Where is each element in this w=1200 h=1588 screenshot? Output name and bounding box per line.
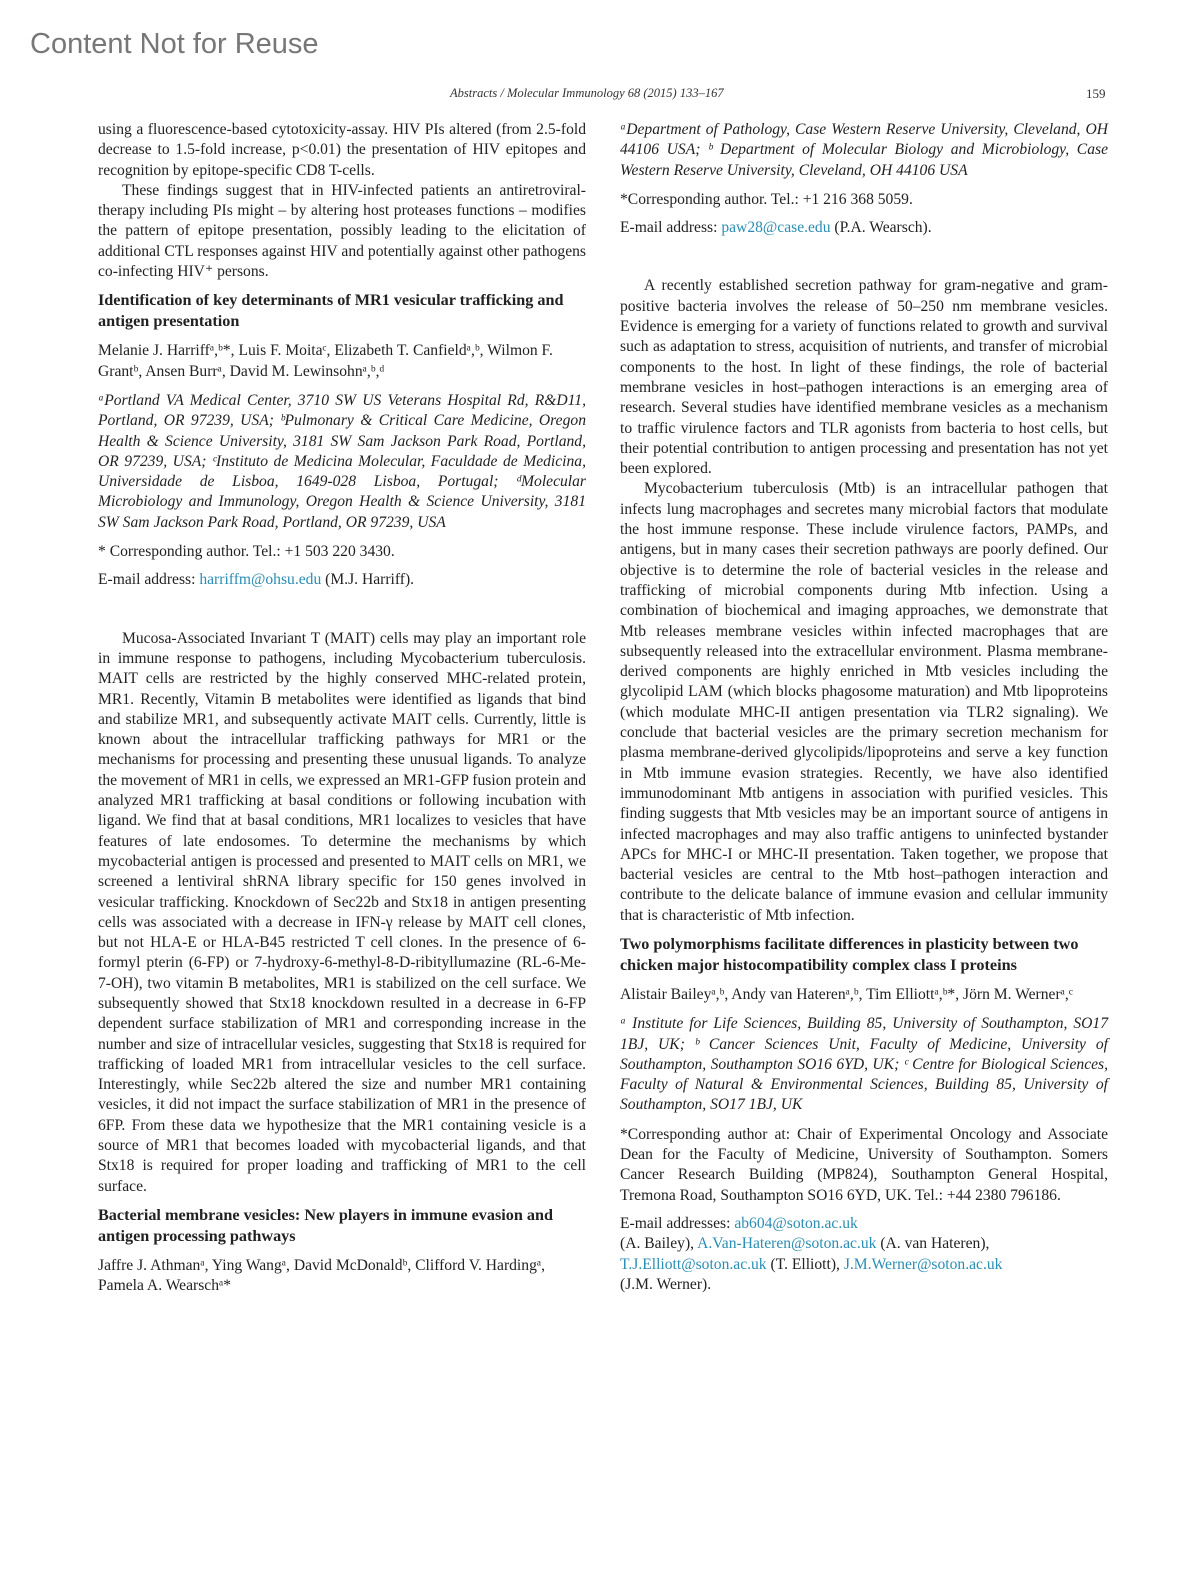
section-gap [620, 246, 1108, 276]
email-link-harriff[interactable]: harriffm@ohsu.edu [199, 571, 322, 589]
paragraph-vesicles-intro: A recently established secretion pathway for gram-negative and gram-positive bacteria involves the release of 50–250 nm membrane vesicles. Evidence is emerging for a variety of functions related to growth and survival such as adaptation to stress, acquisition of nutrients, and transfer of microbial components to the host. In light of these findings, the role of bacterial membrane vesicles in host–pathogen interactions is an emerging area of research. Several studies have identified membrane vesicles as a mechanism to traffic virulence factors and TLR agonists from bacteria to host cells, but their potential contribution to antigen processing and presentation has not yet been explored. [620, 277, 1108, 478]
authors-polymorphisms: Alistair Baileyᵃ,ᵇ, Andy van Haterenᵃ,ᵇ, Tim Elliottᵃ,ᵇ*, Jörn M. Wernerᵃ,ᶜ [620, 985, 1073, 1003]
corresponding-author-mr1: * Corresponding author. Tel.: +1 503 220 3430. [98, 543, 395, 561]
email-label: E-mail addresses: [620, 1214, 735, 1232]
paragraph-mtb-vesicles: Mycobacterium tuberculosis (Mtb) is an intracellular pathogen that infects lung macrophages and secretes many microbial factors that modulate the host immune response. These include virulence factors, PAMPs, and antigens, but in many cases their secretion pathways are poorly defined. Our objective is to determine the role of bacterial vesicles in the release and trafficking of microbial components during Mtb infection. Using a combination of biochemical and imaging approaches, we demonstrate that Mtb releases membrane vesicles within infected macrophages that are subsequently released into the extracellular environment. Plasma membrane-derived components are highly enriched in Mtb vesicles including the glycolipid LAM (which blocks phagosome maturation) and Mtb lipoproteins (which modulate MHC-II antigen presentation via TLR2 signaling). We conclude that bacterial vesicles are the primary secretion mechanism for plasma membrane-derived glycolipids/lipoproteins and serve a key function in Mtb immune evasion strategies. Recently, we have also identified immunodominant Mtb antigens in association with purified vesicles. This finding suggests that Mtb vesicles may be an important source of antigens in infected macrophages and may also traffic antigens to uninfected bystander APCs for MHC-I or MHC-II presentation. Taken together, we propose that bacterial vesicles are central to the Mtb host–pathogen interaction and contribute to the delicate balance of immune evasion and cellular immunity that is characteristic of Mtb infection. [620, 480, 1108, 924]
authors-mr1: Melanie J. Harriffᵃ,ᵇ*, Luis F. Moitaᶜ, Elizabeth T. Canfieldᵃ,ᵇ, Wilmon F. Grantᵇ, Ansen Burrᵃ, David M. Lewinsohnᵃ,ᵇ,ᵈ [98, 342, 553, 380]
email-label: E-mail address: [620, 219, 722, 237]
paragraph-mait-abstract: Mucosa-Associated Invariant T (MAIT) cells may play an important role in immune response to pathogens, including Mycobacterium tuberculosis. MAIT cells are restricted by the highly conserved MHC-related protein, MR1. Recently, Vitamin B metabolites were identified as ligands that bind and stabilize MR1, and subsequently activate MAIT cells. Currently, little is known about the intracellular trafficking pathways for MR1 or the mechanisms for processing and presenting these unusual ligands. To analyze the movement of MR1 in cells, we expressed an MR1-GFP fusion protein and analyzed MR1 trafficking at basal conditions or following incubation with ligand. We find that at basal conditions, MR1 localizes to vesicles that have features of late endosomes. To determine the mechanisms by which mycobacterial antigen is processed and presented to MAIT cells on MR1, we screened a lentiviral shRNA library specific for 150 genes involved in vesicular trafficking. Knockdown of Sec22b and Stx18 in antigen presenting cells was associated with a decrease in IFN-γ release by MAIT cell clones, but not HLA-E or HLA-B45 restricted T cell clones. In the presence of 6-formyl pterin (6-FP) or 7-hydroxy-6-methyl-8-D-ribityllumazine (RL-6-Me-7-OH), two vitamin B metabolites, MR1 is stabilized on the cell surface. We subsequently showed that Stx18 knockdown resulted in a decrease in 6-FP dependent surface stabilization of MR1 and corresponding increase in the number and size of intracellular vesicles, suggesting that Stx18 is required for trafficking of loaded MR1 from intracellular vesicles to the cell surface. Interestingly, while Sec22b altered the size and number MR1 containing vesicles, it did not impact the surface stabilization of MR1 in the presence of 6FP. From these data we hypothesize that the MR1 containing vesicle is a source of MR1 that becomes loaded with mycobacterial ligands, and that Stx18 is required for proper loading and trafficking of MR1 to the cell surface. [98, 629, 586, 1195]
abstract-title-polymorphisms: Two polymorphisms facilitate differences in plasticity between two chicken major histocompatibility complex class I proteins [620, 934, 1079, 974]
email-owner-werner: (J.M. Werner). [620, 1275, 712, 1293]
email-link-werner[interactable]: J.M.Werner@soton.ac.uk [843, 1255, 1003, 1273]
email-owner: (P.A. Wearsch). [830, 219, 932, 237]
email-link-bailey[interactable]: ab604@soton.ac.uk [734, 1214, 858, 1232]
affiliations-polymorphisms: ᵃ Institute for Life Sciences, Building 85, University of Southampton, SO17 1BJ, UK; ᵇ Cancer Sciences Unit, Faculty of Medicine, University of Southampton, Southampton SO16 6YD, UK; ᶜ Centre for Biological Sciences, Faculty of Natural & Environmental Sciences, Building 85, University of Southampton, SO17 1BJ, UK [620, 1015, 1108, 1114]
authors-vesicles: Jaffre J. Athmanᵃ, Ying Wangᵃ, David McDonaldᵇ, Clifford V. Hardingᵃ, Pamela A. Wearschᵃ* [98, 1256, 546, 1295]
corresponding-author-polymorphisms: *Corresponding author at: Chair of Experimental Oncology and Associate Dean for the Faculty of Medicine, University of Southampton. Somers Cancer Research Building (MP824), Southampton General Hospital, Tremona Road, Southampton SO16 6YD, UK. Tel.: +44 2380 796186. [620, 1125, 1108, 1204]
corresponding-author-vesicles: *Corresponding author. Tel.: +1 216 368 5059. [620, 190, 913, 208]
email-lines-polymorphisms [620, 1214, 1108, 1295]
email-link-wearsch[interactable]: paw28@case.edu [721, 219, 831, 237]
email-link-elliott[interactable]: T.J.Elliott@soton.ac.uk [620, 1255, 767, 1273]
right-column [620, 120, 1108, 1303]
paragraph-hiv-conclusion: These findings suggest that in HIV-infected patients an antiretroviral-therapy including PIs might – by altering host proteases functions – modifies the pattern of epitope presentation, possibly leading to the elicitation of additional CTL responses against HIV and potentially against other pathogens co-infecting HIV⁺ persons. [98, 181, 586, 281]
abstract-title-mr1: Identification of key determinants of MR1 vesicular trafficking and antigen presentation [98, 291, 564, 331]
running-head: Abstracts / Molecular Immunology 68 (2015) 133–167 [450, 86, 724, 100]
email-owner-bailey: (A. Bailey), [620, 1235, 698, 1253]
affiliations-mr1: ᵃPortland VA Medical Center, 3710 SW US Veterans Hospital Rd, R&D11, Portland, OR 97239, USA; ᵇPulmonary & Critical Care Medicine, Oregon Health & Science University, 3181 SW Sam Jackson Park Road, Portland, OR 97239, USA; ᶜInstituto de Medicina Molecular, Faculdade de Medicina, Universidade de Lisboa, 1649-028 Lisboa, Portugal; ᵈMolecular Microbiology and Immunology, Oregon Health & Science University, 3181 SW Sam Jackson Park Road, Portland, OR 97239, USA [98, 391, 586, 531]
abstract-title-vesicles: Bacterial membrane vesicles: New players in immune evasion and antigen processing pathways [98, 1205, 553, 1245]
email-label: E-mail address: [98, 571, 200, 589]
left-column [98, 120, 586, 1306]
email-link-van-hateren[interactable]: A.Van-Hateren@soton.ac.uk [697, 1235, 877, 1253]
email-line-mr1 [98, 570, 586, 590]
email-owner-van-hateren: (A. van Hateren), [876, 1235, 990, 1253]
page-number: 159 [1086, 86, 1106, 101]
watermark: Content Not for Reuse [30, 28, 319, 60]
email-owner-elliott: (T. Elliott), [766, 1255, 844, 1273]
affiliations-vesicles: ᵃDepartment of Pathology, Case Western Reserve University, Cleveland, OH 44106 USA; ᵇ Department of Molecular Biology and Microbiology, Case Western Reserve University, Cleveland, OH 44106 USA [620, 121, 1108, 179]
email-owner: (M.J. Harriff). [321, 571, 415, 589]
email-line-vesicles [620, 218, 1108, 238]
paragraph-hiv-results: using a fluorescence-based cytotoxicity-assay. HIV PIs altered (from 2.5-fold decrease to 1.5-fold increase, p<0.01) the presentation of HIV epitopes and recognition by epitope-specific CD8 T-cells. [98, 121, 586, 179]
section-gap [98, 599, 586, 629]
